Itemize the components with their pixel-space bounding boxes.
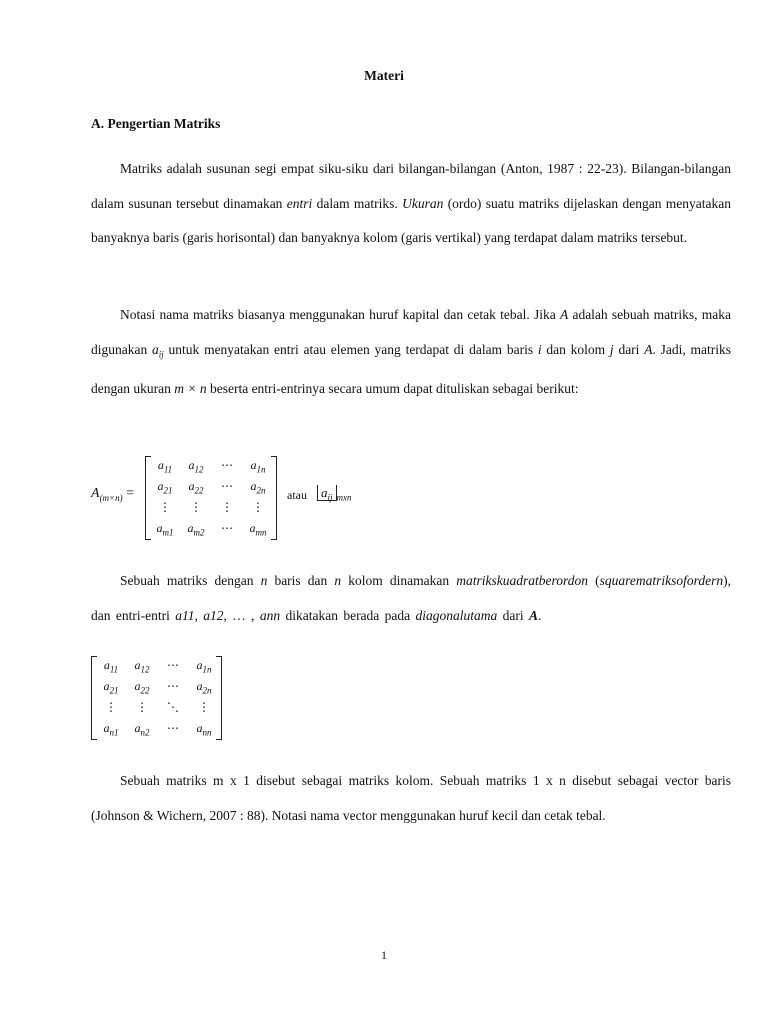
general-cell-r1-c1: $a_{11}$: [157, 458, 173, 475]
general-cell-r1-c3: ⋯: [221, 458, 233, 472]
general-cell-r4-c1: $a_{m1}$: [156, 521, 174, 538]
matrix-formula-general: [91, 452, 391, 542]
square-cell-r1-c2: $a_{12}$: [134, 658, 150, 675]
matrix-formula-square: [91, 652, 231, 742]
alt-notation: $a_{ij}$ $_{mxn}$: [317, 485, 352, 503]
general-cell-r4-c3: ⋯: [221, 521, 233, 535]
general-cell-r3-c3: ⋮: [221, 500, 233, 514]
square-cell-r4-c2: $a_{n2}$: [134, 721, 150, 738]
general-cell-r3-c4: ⋮: [252, 500, 264, 514]
general-cell-r2-c2: $a_{22}$: [188, 479, 204, 496]
square-cell-r3-c3: ⋱: [167, 700, 179, 714]
square-cell-r1-c4: $a_{1n}$: [196, 658, 212, 675]
general-cell-r2-c1: $a_{21}$: [157, 479, 173, 496]
square-cell-r2-c1: $a_{21}$: [103, 679, 119, 696]
matrix-entries: [149, 458, 273, 538]
page-number: 1: [381, 948, 387, 962]
square-cell-r4-c4: $a_{nn}$: [196, 721, 212, 738]
square-cell-r2-c2: $a_{22}$: [134, 679, 150, 696]
paragraph-square-matrix: Sebuah matriks dengan n baris dan n kolom dinamakan matrikskuadratberordon (squarematriksofordern), dan entri-entri a11, a12, … , ann dikatakan berada pada diagonalutama dari A.: [91, 573, 732, 623]
general-cell-r1-c4: $a_{1n}$: [250, 458, 266, 475]
paragraph-vector: Sebuah matriks m x 1 disebut sebagai matriks kolom. Sebuah matriks 1 x n disebut sebagai vector baris (Johnson & Wichern, 2007 : 88). Notasi nama vector menggunakan huruf kecil dan cetak tebal.: [91, 773, 731, 823]
general-cell-r3-c1: ⋮: [159, 500, 171, 514]
square-cell-r3-c2: ⋮: [136, 700, 148, 714]
matrix-lhs: $A_{(m\times n)}$ =: [91, 486, 135, 503]
section-heading: A. Pengertian Matriks: [91, 116, 221, 131]
general-cell-r1-c2: $a_{12}$: [188, 458, 204, 475]
paragraph-definition: Matriks adalah susunan segi empat siku-siku dari bilangan-bilangan (Anton, 1987 : 22-23). Bilangan-bilangan dalam susunan tersebut dinamakan entri dalam matriks. Ukuran (ordo) suatu matriks dijelaskan dengan menyatakan banyaknya baris (garis horisontal) dan banyaknya kolom (garis vertikal) yang terdapat dalam matriks tersebut.: [91, 161, 731, 245]
general-cell-r4-c4: $a_{mn}$: [249, 521, 267, 538]
general-cell-r2-c3: ⋯: [221, 479, 233, 493]
square-cell-r2-c4: $a_{2n}$: [196, 679, 212, 696]
square-cell-r4-c1: $a_{n1}$: [103, 721, 119, 738]
general-cell-r2-c4: $a_{2n}$: [250, 479, 266, 496]
matrix-entries: [95, 658, 219, 738]
square-cell-r4-c3: ⋯: [167, 721, 179, 735]
square-cell-r3-c4: ⋮: [198, 700, 210, 714]
page-title: Materi: [364, 68, 404, 83]
general-cell-r3-c2: ⋮: [190, 500, 202, 514]
general-cell-r4-c2: $a_{m2}$: [187, 521, 205, 538]
square-cell-r3-c1: ⋮: [105, 700, 117, 714]
paragraph-notation: Notasi nama matriks biasanya menggunakan huruf kapital dan cetak tebal. Jika A adalah sebuah matriks, maka digunakan $a_{ij}$ untuk menyatakan entri atau elemen yang terdapat di dalam baris i dan kolom j dari A. Jadi, matriks dengan ukuran m × n beserta entri-entrinya secara umum dapat dituliskan sebagai berikut:: [91, 307, 732, 396]
atau-label: atau: [287, 488, 307, 502]
square-cell-r2-c3: ⋯: [167, 679, 179, 693]
square-cell-r1-c3: ⋯: [167, 658, 179, 672]
square-cell-r1-c1: $a_{11}$: [103, 658, 119, 675]
